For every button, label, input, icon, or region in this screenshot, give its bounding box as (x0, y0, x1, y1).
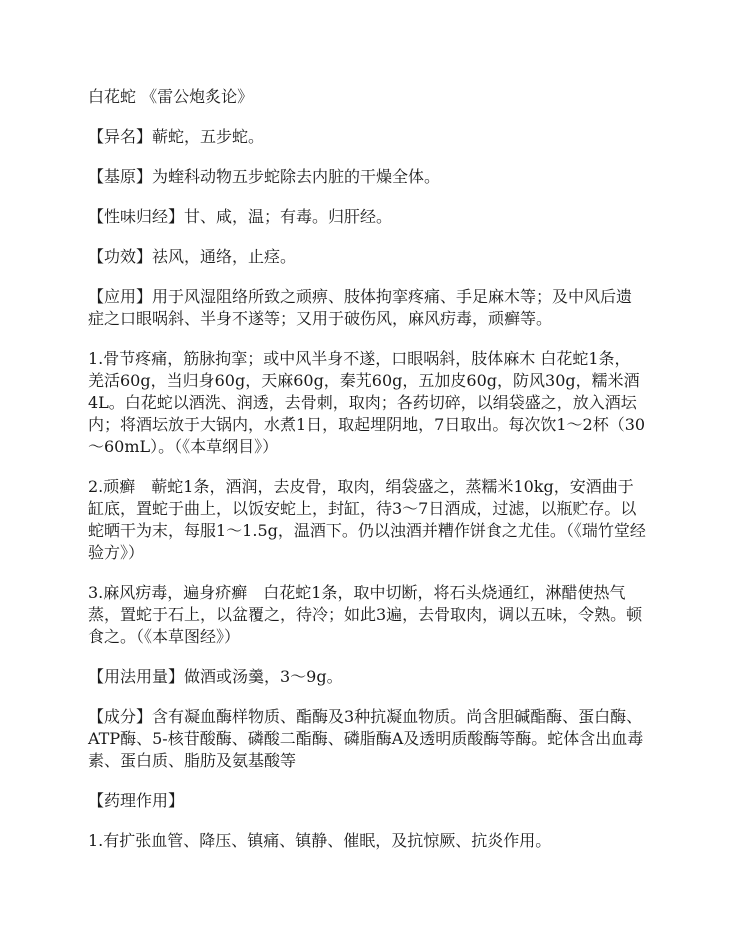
prescription-item-3: 3.麻风疠毒，遍身疥癣 白花蛇1条，取中切断，将石头烧通红，淋醋使热气蒸，置蛇于石上，以盆覆之，待冷；如此3遍，去骨取肉，调以五味，令熟。顿食之。（《本草图经》） (88, 583, 643, 646)
document-title: 白花蛇 《雷公炮炙论》 (88, 87, 254, 106)
pharmacology-heading: 【药理作用】 (88, 791, 185, 810)
efficacy-section: 【功效】祛风，通络，止痉。 (88, 247, 297, 266)
prescription-item-2: 2.顽癣 蕲蛇1条，酒润，去皮骨，取肉，绢袋盛之，蒸糯米10kg，安酒曲于缸底，置蛇于曲上，以饭安蛇上，封缸，待3～7日酒成，过滤，以瓶贮存。以蛇晒干为末，每服1～1.5g，温酒下。仍以浊酒并糟作饼食之尤佳。（《瑞竹堂经验方》） (88, 477, 646, 562)
origin-section: 【基原】为蝰科动物五步蛇除去内脏的干燥全体。 (88, 167, 441, 186)
nature-section: 【性味归经】甘、咸，温；有毒。归肝经。 (88, 207, 393, 226)
document-page (88, 86, 646, 870)
prescription-item-1: 1.骨节疼痛，筋脉拘挛；或中风半身不遂，口眼㖞斜，肢体麻木 白花蛇1条，羌活60g，当归身60g，天麻60g，秦艽60g，五加皮60g，防风30g，糯米酒4L。白花蛇以酒洗、润透，去骨刺，取肉；各药切碎，以绢袋盛之，放入酒坛内；将酒坛放于大锅内，水煮1日，取起埋阴地，7日取出。每次饮1～2杯（30～60mL）。（《本草纲目》） (88, 349, 646, 456)
dosage-section: 【用法用量】做酒或汤羹，3～9g。 (88, 667, 343, 686)
application-section: 【应用】用于风湿阻络所致之顽痹、肢体拘挛疼痛、手足麻木等；及中风后遗症之口眼㖞斜、半身不遂等；又用于破伤风，麻风疠毒，顽癣等。 (88, 287, 633, 328)
pharmacology-item-1: 1.有扩张血管、降压、镇痛、镇静、催眠，及抗惊厥、抗炎作用。 (88, 831, 552, 850)
components-section: 【成分】含有凝血酶样物质、酯酶及3种抗凝血物质。尚含胆碱酯酶、蛋白酶、ATP酶、5-核苷酸酶、磷酸二酯酶、磷脂酶A及透明质酸酶等酶。蛇体含出血毒素、蛋白质、脂肪及氨基酸等 (88, 707, 644, 770)
alias-section: 【异名】蕲蛇，五步蛇。 (88, 127, 265, 146)
